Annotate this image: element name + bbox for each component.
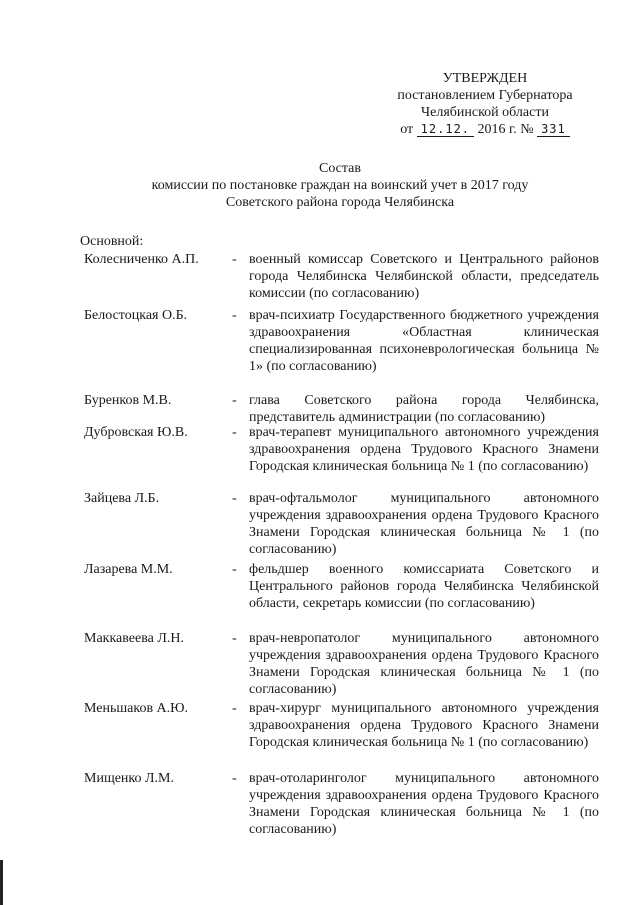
member-role: врач-психиатр Государственного бюджетного учреждения здравоохранения «Областная клиническая специализированная психоневрологическая больница № 1» (по согласованию): [249, 308, 599, 374]
member-dash: -: [232, 491, 237, 506]
approval-stamp: [380, 70, 590, 138]
title-line-1: Состав: [318, 161, 361, 176]
approval-heading: УТВЕРЖДЕН: [442, 71, 528, 86]
member-name: Буренков М.В.: [84, 393, 172, 408]
approval-from: от: [400, 122, 414, 137]
member-name: Маккавеева Л.Н.: [84, 631, 184, 646]
member-role: врач-терапевт муниципального автономного учреждения здравоохранения ордена Трудового Красного Знамени Городская клиническая больница № 1 (по согласованию): [249, 425, 599, 474]
document-title: [80, 160, 600, 211]
member-dash: -: [232, 771, 237, 786]
member-role: врач-офтальмолог муниципального автономного учреждения здравоохранения ордена Трудового Красного Знамени Городская клиническая больница № 1 (по согласованию): [249, 491, 599, 557]
approval-line-2: Челябинской области: [421, 105, 549, 120]
approval-date: 12.12.: [417, 122, 474, 137]
title-line-3: Советского района города Челябинска: [225, 195, 455, 210]
member-dash: -: [232, 701, 237, 716]
member-dash: -: [232, 562, 237, 577]
member-dash: -: [232, 393, 237, 408]
member-dash: -: [232, 631, 237, 646]
section-label: Основной:: [80, 234, 144, 249]
member-name: Дубровская Ю.В.: [84, 425, 188, 440]
title-line-2: комиссии по постановке граждан на воинский учет в 2017 году: [151, 178, 529, 193]
member-role: врач-невропатолог муниципального автономного учреждения здравоохранения ордена Трудового Красного Знамени Городская клиническая больница № 1 (по согласованию): [249, 631, 599, 697]
member-dash: -: [232, 308, 237, 323]
member-role: военный комиссар Советского и Центрального районов города Челябинска Челябинской области, председатель комиссии (по согласованию): [249, 252, 599, 301]
member-name: Колесниченко А.П.: [84, 252, 199, 267]
member-role: глава Советского района города Челябинска, представитель администрации (по согласованию): [249, 393, 599, 425]
member-role: врач-хирург муниципального автономного учреждения здравоохранения ордена Трудового Красного Знамени Городская клиническая больница № 1 (по согласованию): [249, 701, 599, 750]
member-name: Зайцева Л.Б.: [84, 491, 160, 506]
member-name: Меньшаков А.Ю.: [84, 701, 189, 716]
member-dash: -: [232, 252, 237, 267]
approval-line-1: постановлением Губернатора: [397, 88, 573, 103]
member-dash: -: [232, 425, 237, 440]
approval-number: 331: [537, 122, 570, 137]
scan-edge-mark: [0, 860, 3, 905]
member-name: Лазарева М.М.: [84, 562, 173, 577]
member-role: врач-отоларинголог муниципального автономного учреждения здравоохранения ордена Трудового Красного Знамени Городская клиническая больница № 1 (по согласованию): [249, 771, 599, 837]
member-name: Мищенко Л.М.: [84, 771, 174, 786]
approval-year: 2016 г. №: [477, 122, 534, 137]
member-role: фельдшер военного комиссариата Советского и Центрального районов города Челябинска Челябинской области, секретарь комиссии (по согласованию): [249, 562, 599, 611]
approval-date-line: [380, 121, 590, 138]
member-name: Белостоцкая О.Б.: [84, 308, 188, 323]
